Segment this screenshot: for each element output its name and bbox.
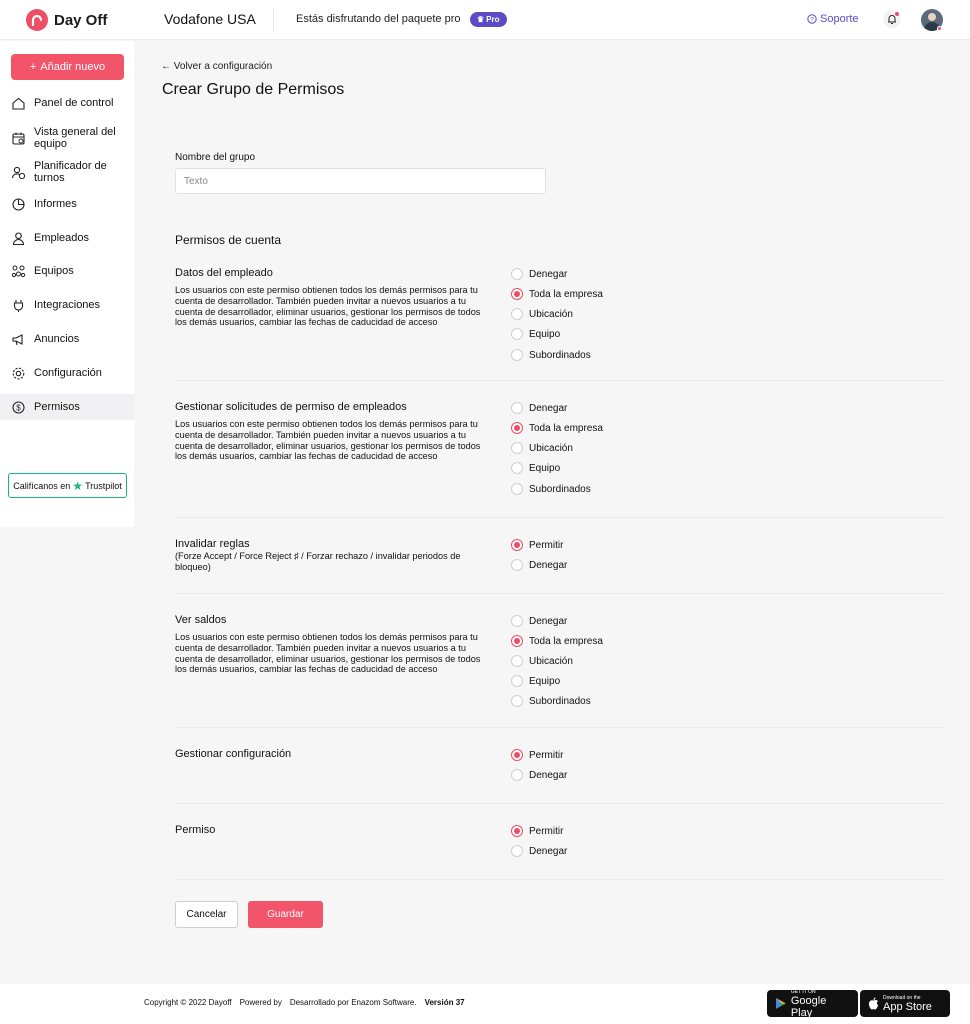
save-button[interactable]: Guardar bbox=[248, 901, 323, 928]
app-name: Day Off bbox=[54, 11, 108, 29]
radio-option[interactable] bbox=[511, 654, 573, 668]
radio-button[interactable] bbox=[511, 559, 523, 571]
app-store-big: App Store bbox=[883, 1000, 932, 1013]
app-store-small: Download on the bbox=[883, 994, 921, 1001]
team-icon bbox=[10, 263, 27, 280]
radio-option[interactable] bbox=[511, 768, 567, 782]
radio-option[interactable] bbox=[511, 421, 603, 435]
logo-icon bbox=[26, 9, 48, 31]
radio-button[interactable] bbox=[511, 442, 523, 454]
sidebar-item-integrations[interactable] bbox=[0, 295, 134, 315]
section-title: Permisos de cuenta bbox=[175, 233, 282, 247]
plus-icon: + bbox=[29, 61, 37, 73]
sidebar-item-label: Planificador de turnos bbox=[34, 160, 107, 184]
radio-button[interactable] bbox=[511, 635, 523, 647]
powered-by-text: Powered by bbox=[239, 998, 282, 1007]
radio-option[interactable] bbox=[511, 614, 567, 628]
radio-label: Permitir bbox=[529, 825, 564, 837]
radio-label: Ubicación bbox=[529, 442, 573, 454]
radio-button[interactable] bbox=[511, 539, 523, 551]
calendar-icon bbox=[10, 130, 27, 147]
radio-button[interactable] bbox=[511, 402, 523, 414]
star-icon: ★ bbox=[72, 478, 84, 493]
svg-text:?: ? bbox=[810, 17, 814, 24]
radio-label: Denegar bbox=[529, 559, 568, 571]
radio-option[interactable] bbox=[511, 327, 560, 341]
app-store-button[interactable] bbox=[860, 990, 950, 1017]
company-name: Vodafone USA bbox=[164, 11, 256, 27]
sidebar-item-label: Permisos bbox=[34, 401, 80, 413]
add-new-button[interactable] bbox=[11, 54, 124, 80]
svg-text:$: $ bbox=[16, 402, 21, 412]
radio-button[interactable] bbox=[511, 825, 523, 837]
crown-icon: ♛ bbox=[477, 15, 485, 24]
footer-text bbox=[144, 998, 465, 1007]
sidebar-item-label: Vista general del equipo bbox=[34, 126, 116, 150]
help-icon bbox=[807, 14, 817, 24]
permission-title: Gestionar solicitudes de permiso de empleados bbox=[175, 401, 407, 413]
sidebar-item-label: Panel de control bbox=[34, 97, 114, 109]
pro-badge bbox=[470, 12, 507, 27]
divider bbox=[175, 517, 945, 518]
radio-button[interactable] bbox=[511, 308, 523, 320]
avatar-status-dot bbox=[937, 26, 942, 31]
radio-label: Toda la empresa bbox=[529, 288, 603, 300]
sidebar-item-shift-planner[interactable] bbox=[0, 159, 134, 185]
radio-option[interactable] bbox=[511, 287, 603, 301]
permission-title: Ver saldos bbox=[175, 614, 227, 626]
radio-option[interactable] bbox=[511, 694, 591, 708]
radio-label: Denegar bbox=[529, 769, 568, 781]
support-link[interactable] bbox=[807, 13, 859, 25]
radio-label: Ubicación bbox=[529, 308, 573, 320]
radio-label: Equipo bbox=[529, 462, 561, 474]
sidebar-item-label: Integraciones bbox=[34, 299, 101, 311]
radio-option[interactable] bbox=[511, 461, 560, 475]
radio-option[interactable] bbox=[511, 482, 591, 496]
radio-button[interactable] bbox=[511, 615, 523, 627]
user-clock-icon bbox=[10, 164, 27, 181]
group-name-label: Nombre del grupo bbox=[175, 152, 256, 163]
radio-label: Permitir bbox=[529, 539, 564, 551]
divider bbox=[175, 380, 945, 381]
radio-button[interactable] bbox=[511, 462, 523, 474]
google-play-big: Google Play bbox=[790, 994, 827, 1019]
trustpilot-badge[interactable] bbox=[8, 473, 127, 498]
notification-dot bbox=[895, 12, 899, 16]
radio-label: Denegar bbox=[529, 268, 568, 280]
radio-label: Denegar bbox=[529, 845, 568, 857]
page-title: Crear Grupo de Permisos bbox=[162, 81, 345, 98]
dollar-circle-icon bbox=[10, 399, 27, 416]
google-play-button[interactable] bbox=[767, 990, 858, 1017]
radio-button[interactable] bbox=[511, 288, 523, 300]
plan-text: Estás disfrutando del paquete pro bbox=[296, 13, 461, 25]
permission-description: (Forze Accept / Force Reject ♯ / Forzar rechazo / invalidar periodos de bloqueo) bbox=[175, 551, 461, 572]
user-icon bbox=[10, 230, 27, 247]
developer-link[interactable]: Desarrollado por Enazom Software. bbox=[289, 998, 417, 1007]
plug-icon bbox=[10, 297, 27, 314]
pro-badge-label: Pro bbox=[486, 15, 500, 24]
radio-button[interactable] bbox=[511, 675, 523, 687]
radio-label: Subordinados bbox=[529, 483, 591, 495]
google-play-icon bbox=[775, 997, 787, 1010]
radio-label: Equipo bbox=[529, 675, 561, 687]
sidebar-item-permissions[interactable] bbox=[0, 394, 134, 420]
back-to-settings-link[interactable]: ← Volver a configuración bbox=[161, 61, 273, 72]
radio-button[interactable] bbox=[511, 845, 523, 857]
divider bbox=[175, 879, 945, 880]
radio-button[interactable] bbox=[511, 268, 523, 280]
pie-chart-icon bbox=[10, 196, 27, 213]
permission-description: Los usuarios con este permiso obtienen todos los demás permisos para tu cuenta de desarrollador. También pueden invitar a nuevos usuarios a tu cuenta de desarrollador, eliminar usuarios, gestionar los permisos de todos los demás usuarios, cambiar las fechas de caducidad de acceso bbox=[175, 632, 481, 675]
radio-option[interactable] bbox=[511, 441, 573, 455]
trustpilot-brand: Trustpilot bbox=[85, 480, 122, 491]
sidebar-item-settings[interactable] bbox=[0, 363, 134, 383]
sidebar-item-label: Equipos bbox=[34, 265, 74, 277]
footer bbox=[0, 984, 970, 1024]
radio-option[interactable] bbox=[511, 307, 573, 321]
radio-option[interactable] bbox=[511, 348, 591, 362]
apple-icon bbox=[868, 997, 879, 1010]
megaphone-icon bbox=[10, 331, 27, 348]
permission-description: Los usuarios con este permiso obtienen todos los demás permisos para tu cuenta de desarrollador. También pueden invitar a nuevos usuarios a tu cuenta de desarrollador, eliminar usuarios, gestionar los permisos de todos los demás usuarios, cambiar las fechas de caducidad de acceso bbox=[175, 419, 481, 462]
top-bar bbox=[0, 0, 970, 40]
sidebar-item-announcements[interactable] bbox=[0, 329, 134, 349]
sidebar-item-label: Anuncios bbox=[34, 333, 80, 345]
sidebar-item-reports[interactable] bbox=[0, 194, 134, 214]
radio-button[interactable] bbox=[511, 749, 523, 761]
radio-option[interactable] bbox=[511, 538, 563, 552]
radio-label: Subordinados bbox=[529, 349, 591, 361]
radio-option[interactable] bbox=[511, 558, 567, 572]
radio-label: Denegar bbox=[529, 615, 568, 627]
radio-option[interactable] bbox=[511, 674, 560, 688]
radio-button[interactable] bbox=[511, 483, 523, 495]
radio-option[interactable] bbox=[511, 634, 603, 648]
permission-title: Permiso bbox=[175, 824, 216, 836]
sidebar-item-label: Configuración bbox=[34, 367, 102, 379]
divider bbox=[175, 803, 945, 804]
sidebar-item-employees[interactable] bbox=[0, 228, 134, 248]
permission-title: Invalidar reglas bbox=[175, 538, 250, 550]
radio-label: Subordinados bbox=[529, 695, 591, 707]
sidebar-item-panel[interactable] bbox=[0, 93, 134, 113]
logo[interactable] bbox=[26, 9, 107, 31]
radio-option[interactable] bbox=[511, 824, 563, 838]
radio-label: Toda la empresa bbox=[529, 635, 603, 647]
permission-description: Los usuarios con este permiso obtienen todos los demás permisos para tu cuenta de desarrollador. También pueden invitar a nuevos usuarios a tu cuenta de desarrollador, eliminar usuarios, gestionar los permisos de todos los demás usuarios, cambiar las fechas de caducidad de acceso bbox=[175, 285, 481, 328]
header-divider bbox=[273, 8, 274, 32]
radio-label: Denegar bbox=[529, 402, 568, 414]
divider bbox=[175, 727, 945, 728]
sidebar-item-teams[interactable] bbox=[0, 261, 134, 281]
sidebar bbox=[0, 41, 134, 527]
gear-icon bbox=[10, 365, 27, 382]
sidebar-item-team-overview[interactable] bbox=[0, 125, 134, 151]
radio-option[interactable] bbox=[511, 267, 567, 281]
trustpilot-text: Califícanos en bbox=[13, 480, 71, 491]
support-label: Soporte bbox=[820, 13, 859, 25]
radio-option[interactable] bbox=[511, 748, 563, 762]
divider bbox=[175, 593, 945, 594]
google-play-small: GET IT ON bbox=[790, 988, 816, 995]
radio-button[interactable] bbox=[511, 349, 523, 361]
permission-title: Datos del empleado bbox=[175, 267, 273, 279]
home-icon bbox=[10, 95, 27, 112]
radio-label: Ubicación bbox=[529, 655, 573, 667]
radio-button[interactable] bbox=[511, 422, 523, 434]
radio-label: Permitir bbox=[529, 749, 564, 761]
radio-button[interactable] bbox=[511, 695, 523, 707]
copyright-text: Copyright © 2022 Dayoff bbox=[144, 998, 232, 1007]
radio-button[interactable] bbox=[511, 328, 523, 340]
group-name-input[interactable] bbox=[175, 168, 546, 194]
version-text: Versión 37 bbox=[424, 998, 465, 1007]
sidebar-item-label: Empleados bbox=[34, 232, 90, 244]
sidebar-item-label: Informes bbox=[34, 198, 77, 210]
radio-label: Toda la empresa bbox=[529, 422, 603, 434]
cancel-button[interactable]: Cancelar bbox=[175, 901, 238, 928]
radio-option[interactable] bbox=[511, 844, 567, 858]
radio-label: Equipo bbox=[529, 328, 561, 340]
permission-title: Gestionar configuración bbox=[175, 748, 292, 760]
radio-button[interactable] bbox=[511, 769, 523, 781]
radio-option[interactable] bbox=[511, 401, 567, 415]
notifications-button[interactable] bbox=[883, 10, 901, 28]
radio-button[interactable] bbox=[511, 655, 523, 667]
add-new-label: Añadir nuevo bbox=[40, 61, 106, 73]
